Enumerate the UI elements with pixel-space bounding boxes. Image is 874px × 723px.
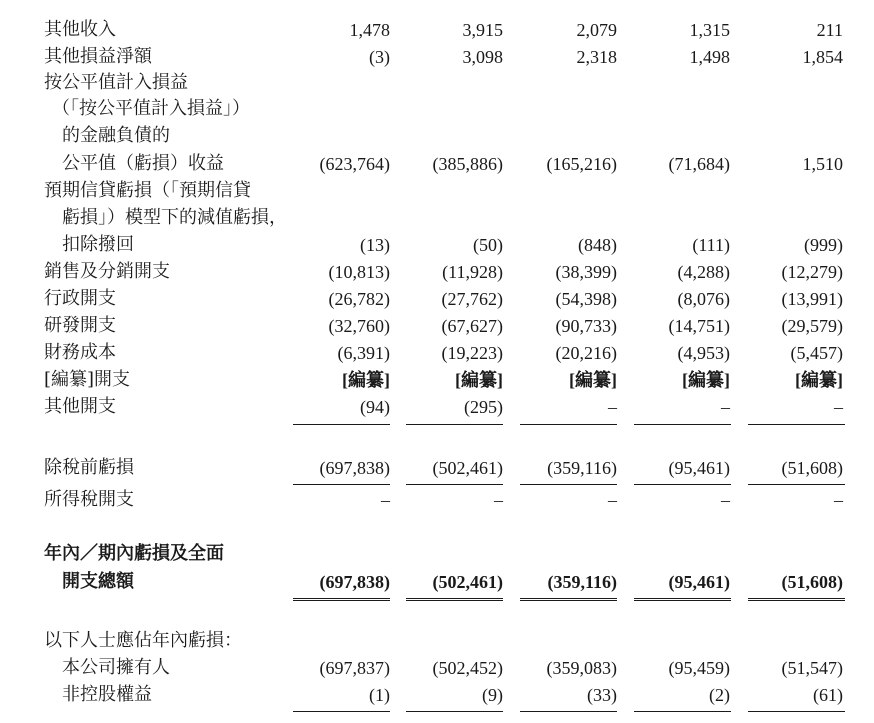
cell-value-col-3: [編纂] bbox=[569, 370, 617, 390]
cell-value-col-5: – bbox=[834, 490, 843, 510]
cell-value-col-2: 3,915 bbox=[462, 20, 503, 40]
cell-value-col-1: [編纂] bbox=[342, 370, 390, 390]
cell-value-col-2: (67,627) bbox=[441, 316, 503, 336]
column-rule bbox=[406, 711, 503, 712]
cell-value-col-5: 1,510 bbox=[802, 154, 843, 174]
cell-value-col-5: (51,608) bbox=[781, 458, 843, 478]
cell-value-col-2: (9) bbox=[482, 685, 503, 705]
cell-value-col-3: (165,216) bbox=[546, 154, 617, 174]
cell-value-col-1: (26,782) bbox=[328, 289, 390, 309]
cell-value-col-5: (13,991) bbox=[781, 289, 843, 309]
table-row bbox=[0, 571, 874, 598]
cell-value-col-4: (4,288) bbox=[677, 262, 730, 282]
column-rule bbox=[293, 711, 390, 712]
cell-value-col-1: (1) bbox=[369, 685, 390, 705]
table-row bbox=[0, 180, 874, 207]
cell-value-col-5: (61) bbox=[813, 685, 843, 705]
cell-value-col-4: (8,076) bbox=[677, 289, 730, 309]
row-label: 虧損」）模型下的減值虧損， bbox=[62, 207, 287, 228]
cell-value-col-2: (502,461) bbox=[432, 458, 503, 478]
table-row bbox=[0, 46, 874, 73]
column-rule bbox=[520, 484, 617, 485]
row-label: 其他開支 bbox=[44, 396, 116, 417]
cell-value-col-1: – bbox=[381, 490, 390, 510]
table-row bbox=[0, 657, 874, 684]
row-label: 行政開支 bbox=[44, 288, 116, 309]
row-label: 除稅前虧損 bbox=[44, 457, 134, 478]
cell-value-col-5: (999) bbox=[804, 235, 843, 255]
cell-value-col-5: – bbox=[834, 397, 843, 417]
cell-value-col-4: (71,684) bbox=[668, 154, 730, 174]
row-label: 研發開支 bbox=[44, 315, 116, 336]
row-label: 預期信貸虧損（「預期信貸 bbox=[44, 180, 251, 201]
column-rule bbox=[748, 598, 845, 601]
row-label: 其他損益淨額 bbox=[44, 46, 152, 67]
column-rule bbox=[748, 711, 845, 712]
column-rule bbox=[293, 424, 390, 425]
cell-value-col-4: 1,315 bbox=[689, 20, 730, 40]
cell-value-col-1: (697,838) bbox=[319, 458, 390, 478]
column-rule bbox=[748, 424, 845, 425]
cell-value-col-2: (19,223) bbox=[441, 343, 503, 363]
cell-value-col-1: (10,813) bbox=[328, 262, 390, 282]
cell-value-col-2: (295) bbox=[464, 397, 503, 417]
row-label: 開支總額 bbox=[62, 571, 134, 592]
cell-value-col-1: (6,391) bbox=[337, 343, 390, 363]
cell-value-col-4: (95,459) bbox=[668, 658, 730, 678]
row-label: 所得稅開支 bbox=[44, 489, 134, 510]
cell-value-col-3: (90,733) bbox=[555, 316, 617, 336]
cell-value-col-3: 2,079 bbox=[576, 20, 617, 40]
column-rule bbox=[634, 598, 731, 601]
table-row bbox=[0, 72, 874, 99]
table-row bbox=[0, 19, 874, 46]
cell-value-col-1: (697,838) bbox=[319, 572, 390, 592]
cell-value-col-4: (4,953) bbox=[677, 343, 730, 363]
row-label: 按公平值計入損益 bbox=[44, 72, 188, 93]
table-row bbox=[0, 342, 874, 369]
column-rule bbox=[520, 424, 617, 425]
row-label: 財務成本 bbox=[44, 342, 116, 363]
cell-value-col-2: 3,098 bbox=[462, 47, 503, 67]
column-rule bbox=[406, 598, 503, 601]
cell-value-col-1: 1,478 bbox=[349, 20, 390, 40]
table-row bbox=[0, 543, 874, 570]
table-row bbox=[0, 261, 874, 288]
cell-value-col-1: (94) bbox=[360, 397, 390, 417]
cell-value-col-3: (848) bbox=[578, 235, 617, 255]
column-rule bbox=[293, 598, 390, 601]
row-label: （「按公平值計入損益」） bbox=[52, 98, 250, 119]
cell-value-col-5: (51,547) bbox=[781, 658, 843, 678]
column-rule bbox=[748, 484, 845, 485]
table-row bbox=[0, 457, 874, 484]
cell-value-col-3: (359,083) bbox=[546, 658, 617, 678]
column-rule bbox=[634, 484, 731, 485]
cell-value-col-4: 1,498 bbox=[689, 47, 730, 67]
cell-value-col-1: (32,760) bbox=[328, 316, 390, 336]
table-row bbox=[0, 684, 874, 711]
cell-value-col-2: [編纂] bbox=[455, 370, 503, 390]
row-label: 銷售及分銷開支 bbox=[44, 261, 170, 282]
cell-value-col-2: – bbox=[494, 490, 503, 510]
column-rule bbox=[520, 598, 617, 601]
table-row bbox=[0, 153, 874, 180]
cell-value-col-1: (623,764) bbox=[319, 154, 390, 174]
cell-value-col-3: – bbox=[608, 397, 617, 417]
column-rule bbox=[293, 484, 390, 485]
table-row bbox=[0, 125, 874, 152]
cell-value-col-4: – bbox=[721, 397, 730, 417]
cell-value-col-2: (11,928) bbox=[442, 262, 503, 282]
cell-value-col-2: (385,886) bbox=[432, 154, 503, 174]
cell-value-col-5: (5,457) bbox=[790, 343, 843, 363]
row-label: 其他收入 bbox=[44, 19, 116, 40]
table-row bbox=[0, 630, 874, 657]
row-label: 本公司擁有人 bbox=[62, 657, 170, 678]
cell-value-col-4: (95,461) bbox=[668, 572, 730, 592]
cell-value-col-5: [編纂] bbox=[795, 370, 843, 390]
column-rule bbox=[520, 711, 617, 712]
cell-value-col-3: – bbox=[608, 490, 617, 510]
column-rule bbox=[634, 711, 731, 712]
cell-value-col-4: [編纂] bbox=[682, 370, 730, 390]
table-row bbox=[0, 369, 874, 396]
cell-value-col-3: (359,116) bbox=[547, 572, 617, 592]
table-row bbox=[0, 396, 874, 423]
cell-value-col-3: (38,399) bbox=[555, 262, 617, 282]
cell-value-col-1: (3) bbox=[369, 47, 390, 67]
column-rule bbox=[634, 424, 731, 425]
cell-value-col-5: (51,608) bbox=[781, 572, 843, 592]
row-label: 以下人士應佔年內虧損： bbox=[44, 630, 242, 651]
row-label: [編纂]開支 bbox=[44, 369, 131, 390]
table-row bbox=[0, 288, 874, 315]
table-row bbox=[0, 315, 874, 342]
cell-value-col-3: 2,318 bbox=[576, 47, 617, 67]
table-row bbox=[0, 98, 874, 125]
cell-value-col-5: (12,279) bbox=[781, 262, 843, 282]
cell-value-col-4: – bbox=[721, 490, 730, 510]
cell-value-col-4: (111) bbox=[692, 235, 730, 255]
cell-value-col-3: (54,398) bbox=[555, 289, 617, 309]
column-rule bbox=[406, 424, 503, 425]
cell-value-col-3: (33) bbox=[587, 685, 617, 705]
cell-value-col-1: (697,837) bbox=[319, 658, 390, 678]
table-row bbox=[0, 234, 874, 261]
cell-value-col-4: (14,751) bbox=[668, 316, 730, 336]
table-row bbox=[0, 207, 874, 234]
cell-value-col-1: (13) bbox=[360, 235, 390, 255]
row-label: 扣除撥回 bbox=[62, 234, 134, 255]
row-label: 年內／期內虧損及全面 bbox=[44, 543, 224, 564]
column-rule bbox=[406, 484, 503, 485]
row-label: 非控股權益 bbox=[62, 684, 152, 705]
cell-value-col-5: (29,579) bbox=[781, 316, 843, 336]
cell-value-col-4: (95,461) bbox=[668, 458, 730, 478]
cell-value-col-2: (50) bbox=[473, 235, 503, 255]
cell-value-col-3: (20,216) bbox=[555, 343, 617, 363]
cell-value-col-2: (502,461) bbox=[432, 572, 503, 592]
row-label: 的金融負債的 bbox=[62, 125, 170, 146]
cell-value-col-5: 1,854 bbox=[802, 47, 843, 67]
row-label: 公平值（虧損）收益 bbox=[62, 153, 224, 174]
cell-value-col-5: 211 bbox=[816, 20, 843, 40]
cell-value-col-3: (359,116) bbox=[547, 458, 617, 478]
cell-value-col-4: (2) bbox=[709, 685, 730, 705]
table-row bbox=[0, 489, 874, 516]
cell-value-col-2: (502,452) bbox=[432, 658, 503, 678]
cell-value-col-2: (27,762) bbox=[441, 289, 503, 309]
